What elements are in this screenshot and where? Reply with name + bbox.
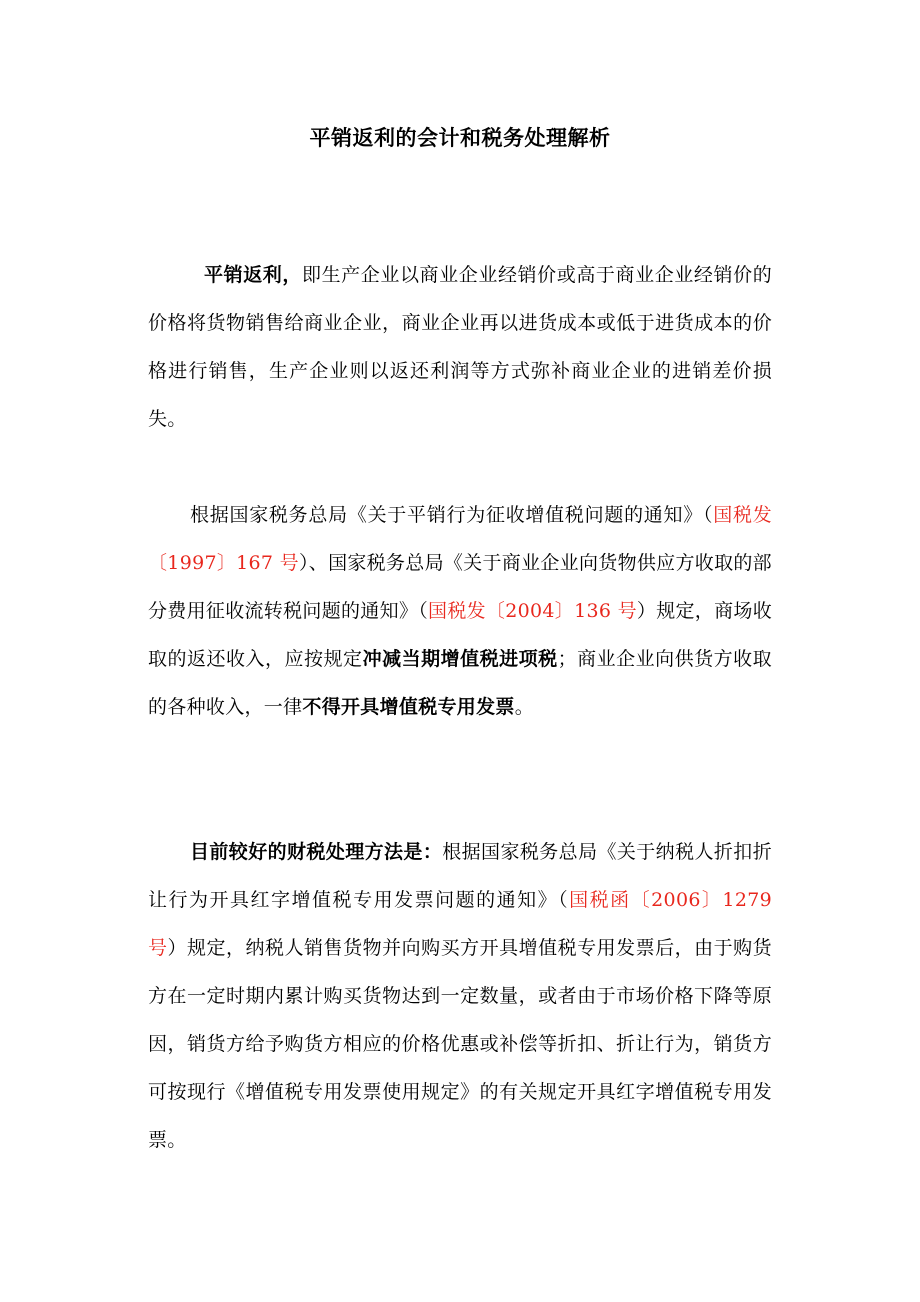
term-flat-rebate: 平销返利，	[204, 264, 302, 286]
paragraph-definition	[148, 251, 772, 443]
regulation-text-4: ；商业企业向供货方收取的各种收入，一律	[148, 648, 772, 718]
regulation-emphasis-1: 冲减当期增值税进项税	[362, 648, 558, 670]
method-text-2: ）规定，纳税人销售货物并向购买方开具增值税专用发票后，由于购货方在一定时期内累计购买货物达到一定数量，或者由于市场价格下降等原因，销货方给予购货方相应的价格优惠或补偿等折扣、折让行为，销货方可按现行《增值税专用发票使用规定》的有关规定开具红字增值税专用发票。	[148, 937, 772, 1151]
paragraph-regulations	[148, 491, 772, 731]
paragraph-method	[148, 828, 772, 1164]
regulation-emphasis-2: 不得开具增值税专用发票	[302, 696, 515, 718]
method-reference: 国税函〔2006〕1279 号	[148, 889, 772, 959]
regulation-reference-2: 国税发〔2004〕136 号	[428, 600, 637, 622]
document-title: 平销返利的会计和税务处理解析	[309, 126, 611, 150]
regulation-reference-1: 国税发〔1997〕167 号	[148, 504, 772, 574]
method-lead: 目前较好的财税处理方法是：	[190, 841, 443, 863]
regulation-text-1: 根据国家税务总局《关于平销行为征收增值税问题的通知》（	[190, 504, 714, 526]
regulation-text-5: 。	[514, 696, 535, 718]
method-text-1: 根据国家税务总局《关于纳税人折扣折让行为开具红字增值税专用发票问题的通知》（	[148, 841, 772, 911]
definition-text: 即生产企业以商业企业经销价或高于商业企业经销价的价格将货物销售给商业企业，商业企业再以进货成本或低于进货成本的价格进行销售，生产企业则以返还利润等方式弥补商业企业的进销差价损失。	[148, 264, 772, 430]
regulation-text-2: ）、国家税务总局《关于商业企业向货物供应方收取的部分费用征收流转税问题的通知》（	[148, 552, 772, 622]
regulation-text-3: ）规定，商场收取的返还收入，应按规定	[148, 600, 772, 670]
